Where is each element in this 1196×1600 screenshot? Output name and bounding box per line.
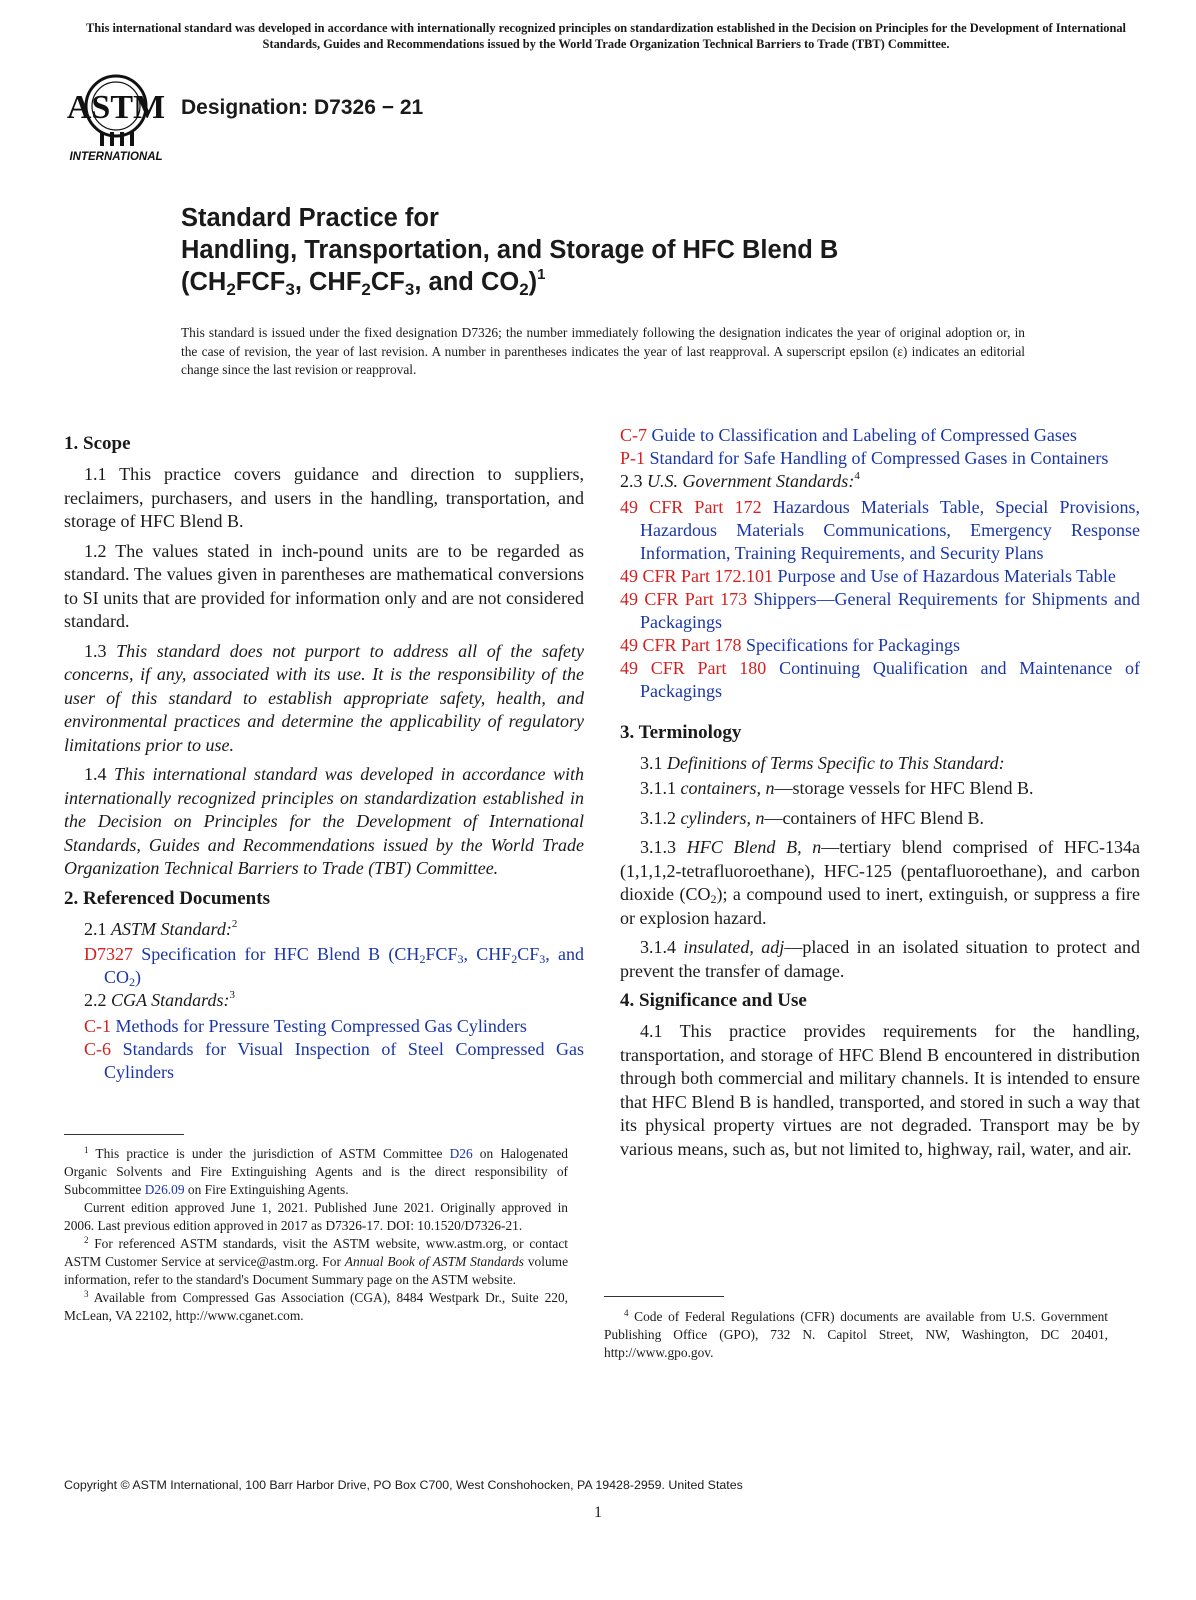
footnote-divider-left [64,1134,184,1135]
term-3-1-4: 3.1.4 insulated, adj—placed in an isolated situation to protect and prevent the transfer of damage. [620,937,1141,981]
link-committee-d26[interactable]: D26 [449,1146,473,1161]
term-3-1-3: 3.1.3 HFC Blend B, n—tertiary blend comprised of HFC-134a (1,1,1,2-tetrafluoroethane), HFC-125 (pentafluoroethane), and carbon dioxide $(CO_2)$; a compound used to inert, extinguish, or suppress a fire or explosion hazard. [620,837,1141,928]
footnotes-left [64,1145,568,1325]
document-title [181,202,1141,298]
svg-text:ASTM: ASTM [66,89,166,126]
term-3-1: 3.1 Definitions of Terms Specific to This Standard: [640,752,1005,773]
paragraph-1-3: 1.3 This standard does not purport to address all of the safety concerns, if any, associated with its use. It is the responsibility of the user of this standard to establish appropriate safety, health, and environmental practices and determine the applicability of regulatory limitations prior to use. [64,640,584,755]
reference-cga-c6[interactable]: C-6 Standards for Visual Inspection of Steel Compressed Gas Cylinders [84,1038,584,1082]
title-line-1: Standard Practice for [181,204,439,232]
section-scope-heading: 1. Scope [64,433,131,454]
page-number: 1 [594,1504,602,1521]
reference-cga-p1[interactable]: P-1 Standard for Safe Handling of Compressed Gases in Containers [620,448,1109,468]
svg-text:INTERNATIONAL: INTERNATIONAL [69,151,163,163]
paragraph-1-2: 1.2 The values stated in inch-pound units are to be regarded as standard. The values given in parentheses are mathematical conversions to SI units that are provided for information only and are not considered standard. [64,540,584,631]
section-referenced-documents-heading: 2. Referenced Documents [64,887,270,909]
international-standard-notice: This international standard was developed in accordance with internationally recognized principles on standardization established in the Decision on Principles for the Development of International Standards, Guides and Recommendations issued by the World Trade Organization Technical Barriers to Trade (TBT) Committee. [85,21,1127,51]
reference-cga-c1[interactable]: C-1 Methods for Pressure Testing Compressed Gas Cylinders [84,1015,527,1036]
footnote-divider-right [604,1296,724,1297]
subsection-2-2: 2.2 CGA Standards:$^3$ [84,989,236,1010]
reference-49cfr-173[interactable]: 49 CFR Part 173 Shippers—General Requirements for Shipments and Packagings [620,588,1140,632]
reference-cga-c7[interactable]: C-7 Guide to Classification and Labeling of Compressed Gases [620,425,1077,445]
astm-logo [64,70,168,168]
paragraph-1-4: 1.4 This international standard was developed in accordance with internationally recognized principles on standardization established in the Decision on Principles for the Development of International Standards, Guides and Recommendations issued by the World Trade Organization Technical Barriers to Trade (TBT) Committee. [64,764,584,878]
footnote-4: $^4$ Code of Federal Regulations (CFR) documents are available from U.S. Government Publishing Office (GPO), 732 N. Capitol Street, NW, Washington, DC 20401, http://www.gpo.gov. [604,1308,1108,1360]
link-subcommittee-d26-09[interactable]: D26.09 [144,1182,185,1197]
section-terminology-heading: 3. Terminology [620,721,742,743]
issue-note: This standard is issued under the fixed designation D7326; the number immediately following the designation indicates the year of original adoption or, in the case of revision, the year of last revision. A number in parentheses indicates the year of last reapproval. A superscript epsilon (ε) indicates an editorial change since the last revision or reapproval. [181,325,1025,377]
paragraph-1-1: 1.1 This practice covers guidance and direction to suppliers, reclaimers, purchasers, and users in the handling, transportation, and storage of HFC Blend B. [64,464,584,531]
footnote-1: $^1$ This practice is under the jurisdiction of ASTM Committee D26 on Halogenated Organic Solvents and Fire Extinguishing Agents and is the direct responsibility of Subcommittee D26.09 on Fire Extinguishing Agents. [64,1145,568,1197]
copyright-notice: Copyright © ASTM International, 100 Barr Harbor Drive, PO Box C700, West Conshohocken, PA 19428-2959. United States [64,1478,743,1492]
left-column [64,432,584,1084]
footnote-2: $^2$ For referenced ASTM standards, visit the ASTM website, www.astm.org, or contact ASTM Customer Service at service@astm.org. For Annual Book of ASTM Standards volume information, refer to the standard's Document Summary page on the ASTM website. [64,1235,569,1287]
reference-49cfr-178[interactable]: 49 CFR Part 178 Specifications for Packagings [620,634,960,655]
reference-d7327[interactable]: D7327 Specification for HFC Blend B ($CH_2FCF_3$, $CHF_2CF_3$, and $CO_2$) [84,944,584,989]
right-column [620,424,1140,1167]
reference-49cfr-172-101[interactable]: 49 CFR Part 172.101 Purpose and Use of Hazardous Materials Table [620,565,1116,586]
section-significance-heading: 4. Significance and Use [620,990,807,1011]
paragraph-4-1: 4.1 This practice provides requirements for the handling, transportation, and storage of HFC Blend B encountered in distribution through both commercial and military channels. It is intended to ensure that HFC Blend B is handled, transported, and stored in such a way that its physical property virtues are not degraded. Transport may be by various means, such as, but not limited to, highway, rail, water, and air. [620,1021,1140,1159]
footnote-1-edition: Current edition approved June 1, 2021. Published June 2021. Originally approved in 2006. Last previous edition approved in 2017 as D7326-17. DOI: 10.1520/D7326-21. [64,1200,568,1233]
reference-49cfr-180[interactable]: 49 CFR Part 180 Continuing Qualification and Maintenance of Packagings [620,657,1140,701]
reference-49cfr-172[interactable]: 49 CFR Part 172 Hazardous Materials Table, Special Provisions, Hazardous Materials Communications, Emergency Response Information, Training Requirements, and Security Plans [620,496,1140,563]
term-3-1-1: 3.1.1 containers, n—storage vessels for HFC Blend B. [640,778,1034,798]
subsection-2-3: 2.3 U.S. Government Standards:$^4$ [620,470,860,491]
term-3-1-2: 3.1.2 cylinders, n—containers of HFC Blend B. [640,807,984,828]
footnotes-right [604,1308,1108,1362]
subsection-2-1: 2.1 ASTM Standard:$^2$ [84,917,238,939]
title-line-2: Handling, Transportation, and Storage of HFC Blend B [181,236,839,264]
designation: Designation: D7326 − 21 [181,96,424,119]
title-line-3: ($CH_2FCF_3$, $CHF_2CF_3$, and $CO_2)^1$ [181,266,546,299]
footnote-3: $^3$ Available from Compressed Gas Association (CGA), 8484 Westpark Dr., Suite 220, McLean, VA 22102, http://www.cganet.com. [64,1289,569,1323]
